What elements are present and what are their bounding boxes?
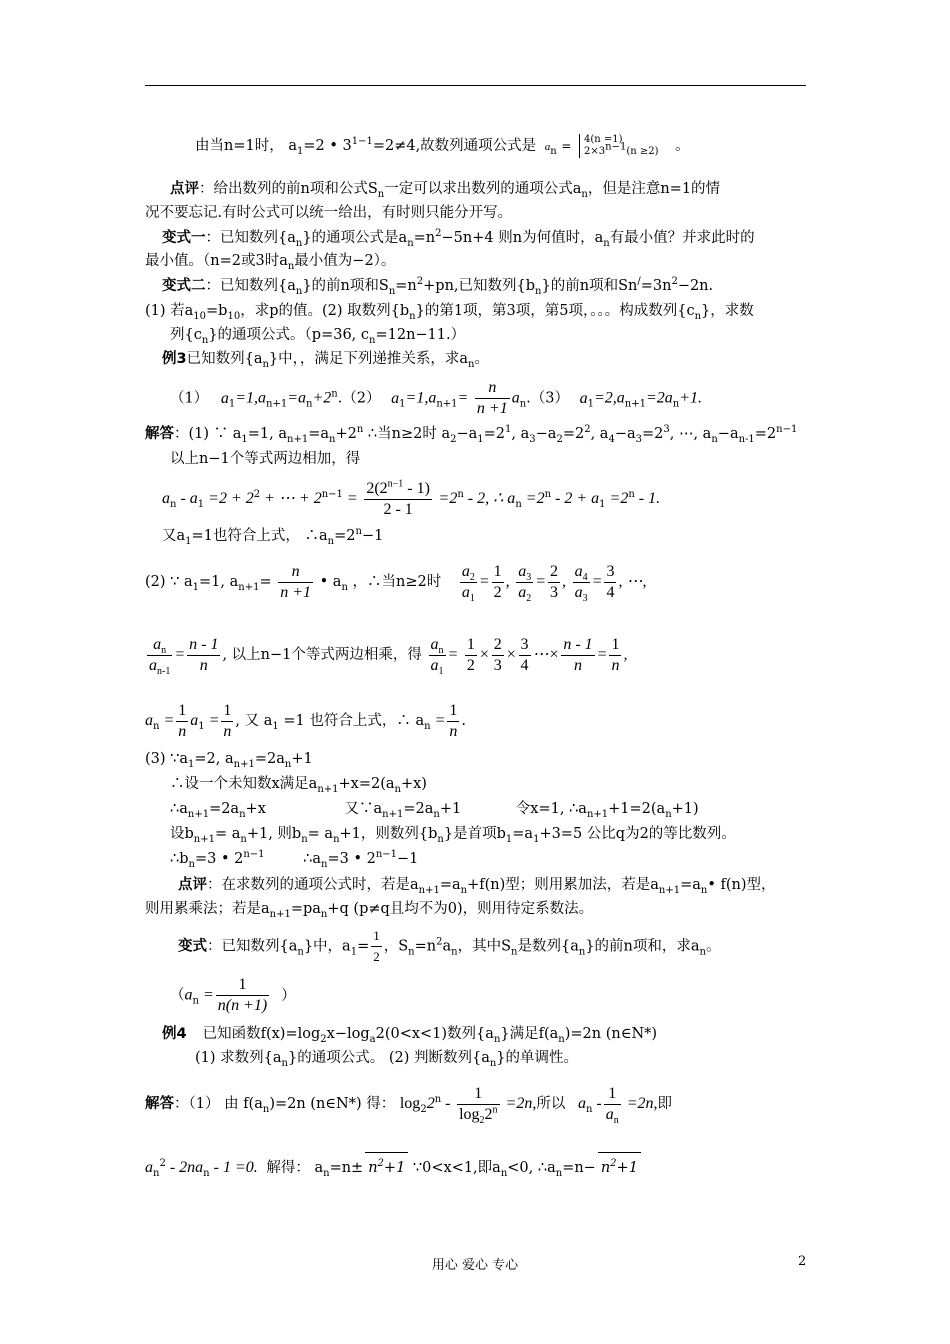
formula-line: 解答：（1） 由 $f(a_n)=2n$ (n∈N*) 得： $\log_22^n$ - $\frac{1}{\log_22^n}$ =2n,所以 $a_n$ - $\frac{1}{a_n}$ =2n,即 (145, 1084, 673, 1126)
page-number: 2 (798, 1254, 807, 1269)
text-line: 又$a_1=1$也符合上式， $\therefore a_n=2^n-1$ (162, 526, 384, 547)
text-line: 点评：在求数列的通项公式时，若是$a_{n+1}=a_n+f(n)$型；则用累加法，若是$a_{n+1}=a_n•$ f(n)型， (178, 877, 776, 896)
text-line: 则用累乘法；若是$a_{n+1}=pa_n+q$ (p≠q且均不为0)，则用待定系数法。 (145, 901, 594, 920)
formula-line: （1） $a_1=1,a_{n+1}=a_n+2^n.(2)$ $a_1=1,a_{n+1}=$ $\frac{n}{n +1}$ $a_n.(3)$ $a_1=2,a_{n+1}=2a_n+1$. (170, 379, 703, 417)
text-line: 以上n−1个等式两边相加，得 (170, 451, 361, 467)
formula-line: (2) ∵ $a_1=1$, $a_{n+1}=$ $\frac{n}{n +1}$ • $a_n$ ，∴当n≥2时 $\frac{a_2}{a_1}$ = $\frac{1}{2}$ , $\frac{a_3}{a_2}$ = $\frac{2}{3}$ , $\frac{a_4}{a_3}$ = $\frac{3}{4}$ , ⋯, (145, 562, 647, 604)
formula-line: $a_n^2 - 2na_n - 1 =0$. 解得： $a_n=n\pm n^2+1$ ∵0<x<1,即$a_n<0$, $\therefore a_n=n- n^2+1$ (145, 1152, 641, 1183)
text-line: 列$\{c_n\}$的通项公式。（p=36, $c_n=12n-11$.） (170, 327, 466, 346)
text-line: 变式二：已知数列$\{a_n\}$的前n项和$S_n=n^2+pn$,已知数列$\{b_n\}$的前n项和$Sn^/=3n^2-2n$. (162, 276, 714, 297)
text-line: 变式：已知数列$\{a_n\}$中，$a_1=$ $\frac{1}{2}$ ，$S_n=n^2a_n$，其中$S_n$是数列$\{a_n\}$的前n项和，求$a_n$。 (178, 928, 721, 964)
text-line: 设$b_{n+1}= a_n+1$, 则$b_n= a_n+1$，则数列$\{b_n\}$是首项$b_1=a_1+3=5$ 公比q为2的等比数列。 (170, 826, 736, 845)
text-line: 例4 已知函数$f(x)=\log_2x-\log_a2(0<x<1)$数列$\{a_n\}$满足$f(a_n)=2n$ (n∈N*) (162, 1026, 658, 1045)
text-line: (1) 若$a_{10}=b_{10}$，求p的值。(2) 取数列$\{b_n\}$的第1项，第3项，第5项，。。。构成数列$\{c_n\}$，求数 (145, 303, 754, 322)
formula-line: $a_n$ = $\frac{1}{n}$ $a_1$ = $\frac{1}{n}$ , 又 $a_1 =1$ 也符合上式，∴ $a_n$ = $\frac{1}{n}$ . (145, 701, 466, 740)
header-rule (145, 85, 806, 86)
page-footer: 用心 爱心 专心 (431, 1258, 519, 1273)
formula-line: $a_n - a_1 =2 + 2^2$ + ⋯ + $2^{n-1}$ = $\frac{2(2^{n-1} - 1)}{2 - 1}$ $=2^n - 2$, ∴ $a_n =2^n - 2 + a_1 =2^n - 1$. (162, 478, 661, 518)
text-line: (3) $\because a_1=2$, $a_{n+1}=2a_n+1$ (145, 751, 313, 770)
piecewise-brace: 4(n =1) $2\times 3^{n-1}(n \ge 2)$ (579, 134, 658, 158)
text-line: (1) 求数列$\{a_n\}$的通项公式。 (2) 判断数列$\{a_n\}$的单调性。 (195, 1050, 579, 1069)
text-line: $\therefore a_{n+1}=2a_n+x$ 又$\because a_{n+1}=2a_n+1$ 令x=1, $\therefore a_{n+1}+1=2(a_n+1)$ (170, 801, 699, 820)
text-line: 况不要忘记.有时公式可以统一给出，有时则只能分开写。 (145, 205, 513, 221)
text-line: 由当n=1时， $a_1=2$ • $3^{1-1}=2\ne 4$,故数列通项公式是 $a_n$ = 4(n =1) $2\times 3^{n-1}(n \ge 2)$ 。 (195, 134, 690, 157)
formula-line: $\frac{a_n}{a_{n-1}}$ = $\frac{n - 1}{n}$ , 以上n−1个等式两边相乘，得 $\frac{a_n}{a_1}$ = $\frac{1}{2}$ × $\frac{2}{3}$ × $\frac{3}{4}$ ⋯× $\frac{n - 1}{n}$ = $\frac{1}{n}$ , (149, 635, 628, 677)
text-line: 点评：给出数列的前n项和公式$S_n$一定可以求出数列的通项公式$a_n$，但是注意n=1的情 (170, 181, 721, 200)
formula-line: （$a_n$ = $\frac{1}{n(n +1)}$ ） (170, 976, 296, 1014)
text-line: 最小值。（n=2或3时$a_n$最小值为−2）。 (145, 253, 396, 272)
text-line: 解答：(1) ∵ $a_1=1$, $a_{n+1}=a_n+2^n$ ∴当n≥2时 $a_2-a_1=2^1$, $a_3-a_2=2^2$, $a_4-a_3=2^3$, ⋯, $a_n-a_{n-1}=2^{n-1}$ (145, 424, 798, 445)
text-line: 变式一：已知数列$\{a_n\}$的通项公式是$a_n=n^2-5n+4$ 则n为何值时，$a_n$有最小值？并求此时的 (162, 228, 755, 249)
text-line: $\therefore b_n=3$ • $2^{n-1}$ $\therefore a_n=3$ • $2^{n-1}-1$ (170, 849, 419, 870)
text-line: 例3已知数列$\{a_n\}$中，，满足下列递推关系，求$a_n$。 (162, 351, 489, 370)
text-line: ∴设一个未知数x满足$a_{n+1}+x=2(a_n+x)$ (170, 776, 427, 795)
